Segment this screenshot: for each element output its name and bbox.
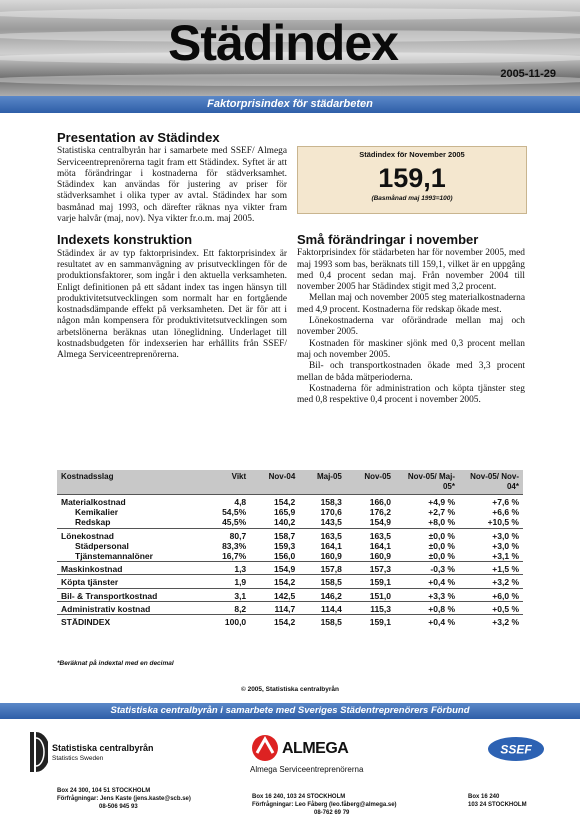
table-cell: 4,8 [205,495,250,508]
page-subtitle: Faktorprisindex för städarbeten [207,98,373,110]
table-cell: ±0,0 % [395,528,459,541]
table-cell: 140,2 [274,517,296,528]
address-line: Förfrågningar: Jens Kaste (jens.kaste@scb.se) [57,796,191,802]
table-cell: 154,2 [250,575,299,588]
table-cell: +2,7 % [428,507,455,518]
table-row [57,551,523,562]
presentation-heading: Presentation av Städindex [57,130,220,145]
row-label: Redskap [75,517,111,528]
row-label: STÄDINDEX [57,615,205,628]
address-line: 103 24 STOCKHOLM [468,802,527,808]
address-line: Box 24 300, 104 51 STOCKHOLM [57,788,151,794]
table-cell: 170,6 [320,507,342,518]
changes-paragraph: Kostnaden för maskiner sjönk med 0,3 procent mellan maj och november 2005. [297,338,525,360]
table-cell: ±0,0 % [428,551,455,562]
table-cell: 159,1 [346,615,395,628]
changes-paragraph: Bil- och transportkostnaden ökade med 3,3 procent mellan de båda mätperioderna. [297,361,525,383]
left-column [57,132,287,362]
table-cell: 159,3 [274,540,296,551]
table-row [57,517,523,528]
table-header-row [57,470,523,495]
column-header: Nov-05 [346,470,395,495]
table-cell: +0,5 % [459,601,523,614]
table-cell: +7,6 % [459,495,523,508]
address-line: 08-762 69 79 [314,810,350,816]
table-cell: 142,5 [250,588,299,601]
table-cell: +3,2 % [459,615,523,628]
table-footnote: *Beräknat på indextal med en decimal [57,660,174,667]
column-header: Kostnadsslag [57,470,205,495]
table-row [57,507,523,517]
table-cell: 83,3% [222,540,247,551]
changes-paragraph: Kostnaderna för administration och köpta tjänster steg med 0,8 respektive 0,4 procent i november 2005. [297,383,525,406]
footer-bar-text: Statistiska centralbyrån i samarbete med Sveriges Städentreprenörers Förbund [110,705,470,716]
table-cell: 80,7 [205,528,250,541]
table-cell: 158,7 [250,528,299,541]
table-cell: 54,5% [222,507,247,518]
ssef-address [468,793,527,809]
index-box-value: 159,1 [378,163,446,193]
subtitle-bar [0,96,580,113]
cost-index-table [57,470,523,627]
table-cell: 164,1 [369,540,391,551]
footer-bar [0,703,580,719]
table-cell: 8,2 [205,601,250,614]
row-label: Administrativ kostnad [57,601,205,614]
changes-paragraph: Mellan maj och november 2005 steg materialkostnaderna med 4,9 procent. Kostnaderna för redskap ökade mest. [297,293,525,315]
table-cell: 154,2 [250,495,299,508]
table-cell: 160,9 [320,551,342,562]
table-row [57,495,523,508]
table-row [57,588,523,601]
table-cell: 154,9 [369,517,391,528]
table-cell: 176,2 [369,507,391,518]
table-cell: -0,3 % [395,562,459,575]
table-cell: +6,0 % [459,588,523,601]
index-highlight-box [297,146,527,214]
table-cell: 163,5 [346,528,395,541]
table-cell: 3,1 [205,588,250,601]
address-line: 08-506 945 93 [99,804,138,810]
table-cell: 166,0 [346,495,395,508]
table-cell: 165,9 [274,507,296,518]
table-cell: 115,3 [346,601,395,614]
changes-paragraph: Lönekostnaderna var oförändrade mellan maj och november 2005. [297,316,525,338]
presentation-text: Statistiska centralbyrån har i samarbete med SSEF/ Almega Serviceentreprenörerna tagit fram ett Städindex. Syftet är att möta förändringar i kostnaderna för städverksamhet. Städindex kan användas för justering av priser för städverksamhet i olika typer av avtal. Städindex har som basmånad maj 1993, och därefter räknas nya vikter fram varje halvår (maj, nov). Nya vikter fr.o.m. maj 2005. [57,146,287,225]
row-label: Köpta tjänster [57,575,205,588]
table-cell: 164,1 [320,540,342,551]
header-banner [0,0,580,98]
table-cell: 1,9 [205,575,250,588]
row-label: Materialkostnad [57,495,205,508]
table-cell: 146,2 [299,588,346,601]
table-cell: +3,1 % [492,551,519,562]
scb-logo-icon [30,732,48,772]
table-cell: 143,5 [320,517,342,528]
table-cell: 158,5 [299,575,346,588]
table-row [57,575,523,588]
row-label: Kemikalier [75,507,118,518]
table-cell: 160,9 [369,551,391,562]
almega-address [252,793,397,817]
publication-date: 2005-11-29 [500,68,556,80]
table-cell: 159,1 [346,575,395,588]
table-cell: +8,0 % [428,517,455,528]
table-cell: 45,5% [222,517,247,528]
table-cell: 114,7 [250,601,299,614]
address-line: Box 16 240, 103 24 STOCKHOLM [252,794,346,800]
table-cell: 100,0 [205,615,250,628]
table-cell: 154,9 [250,562,299,575]
ssef-logo-icon [486,736,546,762]
table-row [57,615,523,628]
column-header: Nov-05/ Maj-05* [395,470,459,495]
construction-text: Städindex är av typ faktorprisindex. Ett faktorprisindex är resultatet av en sammanvägning av prisutvecklingen för de produktionsfaktorer, som ingår i den aktuella verksamheten. Enligt definitionen på ett sådant index tas ingen hänsyn till produktivitetsutvecklingen som normalt har en fortgående kostnadsdämpande effekt på verksamheten. Det är för att i någon mån kompensera för produktivitetsutvecklingen som arbetslönerna beräknas utan löneglidning. Underlaget till kostnadsbudgeten för indexserien har erhållits från SSEF/ Almega Serviceentreprenörerna. [57,248,287,361]
table-cell: 163,5 [299,528,346,541]
column-header: Nov-04 [250,470,299,495]
row-label: Bil- & Transportkostnad [57,588,205,601]
scb-address [57,787,191,811]
column-header: Maj-05 [299,470,346,495]
page-title: Städindex [168,15,398,71]
table-cell: 151,0 [346,588,395,601]
column-header: Nov-05/ Nov-04* [459,470,523,495]
almega-subtitle: Almega Serviceentreprenörerna [250,765,364,774]
table-cell: 157,8 [299,562,346,575]
changes-heading: Små förändringar i november [297,232,479,247]
table-cell: 16,7% [222,551,247,562]
ssef-logo-text: SSEF [500,742,532,757]
table-cell: 114,4 [299,601,346,614]
table-row [57,528,523,541]
table-cell: +6,6 % [492,507,519,518]
table-cell: +1,5 % [459,562,523,575]
table-cell: +0,4 % [395,615,459,628]
construction-heading: Indexets konstruktion [57,232,193,248]
table-cell: +0,4 % [395,575,459,588]
address-line: Box 16 240 [468,794,500,800]
row-label: Städpersonal [75,540,129,551]
table-cell: +0,8 % [395,601,459,614]
table-cell: +4,9 % [395,495,459,508]
address-line: Förfrågningar: Leo Fåberg (leo.fåberg@almega.se) [252,802,397,808]
table-cell: 158,3 [299,495,346,508]
row-label: Tjänstemannalöner [75,551,153,562]
table-cell: 1,3 [205,562,250,575]
table-cell: 156,0 [274,551,296,562]
almega-name: ALMEGA [282,740,349,757]
table-cell: 158,5 [299,615,346,628]
index-box-label: Städindex för November 2005 [359,150,465,159]
column-header: Vikt [205,470,250,495]
index-box-base: (Basmånad maj 1993=100) [371,195,453,202]
table-cell: 157,3 [346,562,395,575]
table-cell: +3,0 % [492,540,519,551]
scb-subtitle: Statistics Sweden [52,755,104,762]
table-cell: +3,0 % [459,528,523,541]
table-cell: +3,3 % [395,588,459,601]
changes-paragraph: Faktorprisindex för städarbeten har för november 2005, med maj 1993 som bas, beräknats till 159,1, vilket är en uppgång med 0,4 procent sedan maj. Från november 2004 till november 2005 har Städindex stigit med 3,2 procent. [297,248,525,293]
table-cell: +3,2 % [459,575,523,588]
row-label: Maskinkostnad [57,562,205,575]
table-row [57,541,523,551]
table-row [57,601,523,614]
right-column [297,234,525,406]
table-row [57,562,523,575]
scb-name: Statistiska centralbyrån [52,743,154,753]
copyright: © 2005, Statistiska centralbyrån [240,686,339,693]
table-cell: 154,2 [250,615,299,628]
table-cell: +10,5 % [487,517,519,528]
row-label: Lönekostnad [57,528,205,541]
table-cell: ±0,0 % [428,540,455,551]
almega-logo-icon [250,733,280,763]
